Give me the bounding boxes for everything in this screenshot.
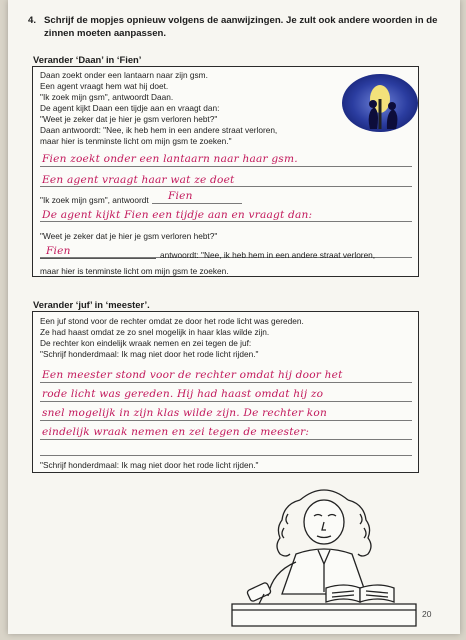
writing-line bbox=[40, 221, 412, 222]
writing-line bbox=[40, 401, 412, 402]
judge-illustration bbox=[226, 478, 422, 628]
night-lantern-illustration bbox=[340, 73, 420, 133]
exercise-number: 4. bbox=[28, 15, 37, 26]
handwritten-answer: Fien bbox=[168, 190, 193, 202]
handwritten-answer: eindelijk wraak nemen en zei tegen de meester: bbox=[42, 426, 310, 438]
handwritten-answer: rode licht was gereden. Hij had haast omdat hij zo bbox=[42, 388, 324, 400]
section1-source-line: Daan antwoordt: "Nee, ik heb hem in een andere straat verloren, bbox=[40, 125, 278, 135]
section2-source-line: Een juf stond voor de rechter omdat ze door het rode licht was gereden. bbox=[40, 316, 304, 326]
writing-line bbox=[152, 203, 242, 204]
handwritten-answer: De agent kijkt Fien een tijdje aan en vraagt dan: bbox=[42, 209, 313, 221]
printed-line: maar hier is tenminste licht om mijn gsm te zoeken. bbox=[40, 266, 229, 276]
section2-source-line: De rechter kon eindelijk wraak nemen en zei tegen de juf: bbox=[40, 338, 252, 348]
printed-line: "Ik zoek mijn gsm", antwoordt bbox=[40, 195, 149, 205]
handwritten-answer: Een agent vraagt haar wat ze doet bbox=[42, 174, 235, 186]
printed-line: antwoordt: "Nee, ik heb hem in een andere straat verloren, bbox=[160, 250, 376, 260]
section1-source-line: De agent kijkt Daan een tijdje aan en vraagt dan: bbox=[40, 103, 220, 113]
page-number: 20 bbox=[422, 609, 432, 619]
section2-source-line: Ze had haast omdat ze zo snel mogelijk in haar klas wilde zijn. bbox=[40, 327, 270, 337]
exercise-instruction bbox=[30, 14, 440, 40]
handwritten-answer: Fien zoekt onder een lantaarn naar haar gsm. bbox=[42, 153, 298, 165]
writing-line bbox=[40, 166, 412, 167]
writing-line bbox=[40, 455, 412, 456]
section1-source-line: Een agent vraagt hem wat hij doet. bbox=[40, 81, 169, 91]
writing-line bbox=[40, 382, 412, 383]
writing-line bbox=[40, 186, 412, 187]
writing-line bbox=[40, 439, 412, 440]
section1-heading: Verander ‘Daan’ in ‘Fien’ bbox=[33, 54, 142, 65]
section1-source-line: "Ik zoek mijn gsm", antwoordt Daan. bbox=[40, 92, 174, 102]
handwritten-answer: Een meester stond voor de rechter omdat hij door het bbox=[42, 369, 343, 381]
writing-line bbox=[40, 420, 412, 421]
section1-source-line: maar hier is tenminste licht om mijn gsm te zoeken." bbox=[40, 136, 232, 146]
handwritten-answer: snel mogelijk in zijn klas wilde zijn. De rechter kon bbox=[42, 407, 328, 419]
section2-source-line: "Schrijf honderdmaal: Ik mag niet door het rode licht rijden." bbox=[40, 349, 259, 359]
printed-line: "Weet je zeker dat je hier je gsm verloren hebt?" bbox=[40, 231, 218, 241]
section2-heading: Verander ‘juf’ in ‘meester’. bbox=[33, 299, 150, 310]
writing-line bbox=[40, 258, 156, 259]
section1-source-line: "Weet je zeker dat je hier je gsm verloren hebt?" bbox=[40, 114, 218, 124]
exercise-text: Schrijf de mopjes opnieuw volgens de aanwijzingen. Je zult ook andere woorden in de zinnen moeten aanpassen. bbox=[44, 15, 438, 39]
printed-line: "Schrijf honderdmaal: Ik mag niet door het rode licht rijden." bbox=[40, 460, 259, 470]
section1-source-line: Daan zoekt onder een lantaarn naar zijn gsm. bbox=[40, 70, 208, 80]
handwritten-answer: Fien bbox=[46, 245, 71, 257]
